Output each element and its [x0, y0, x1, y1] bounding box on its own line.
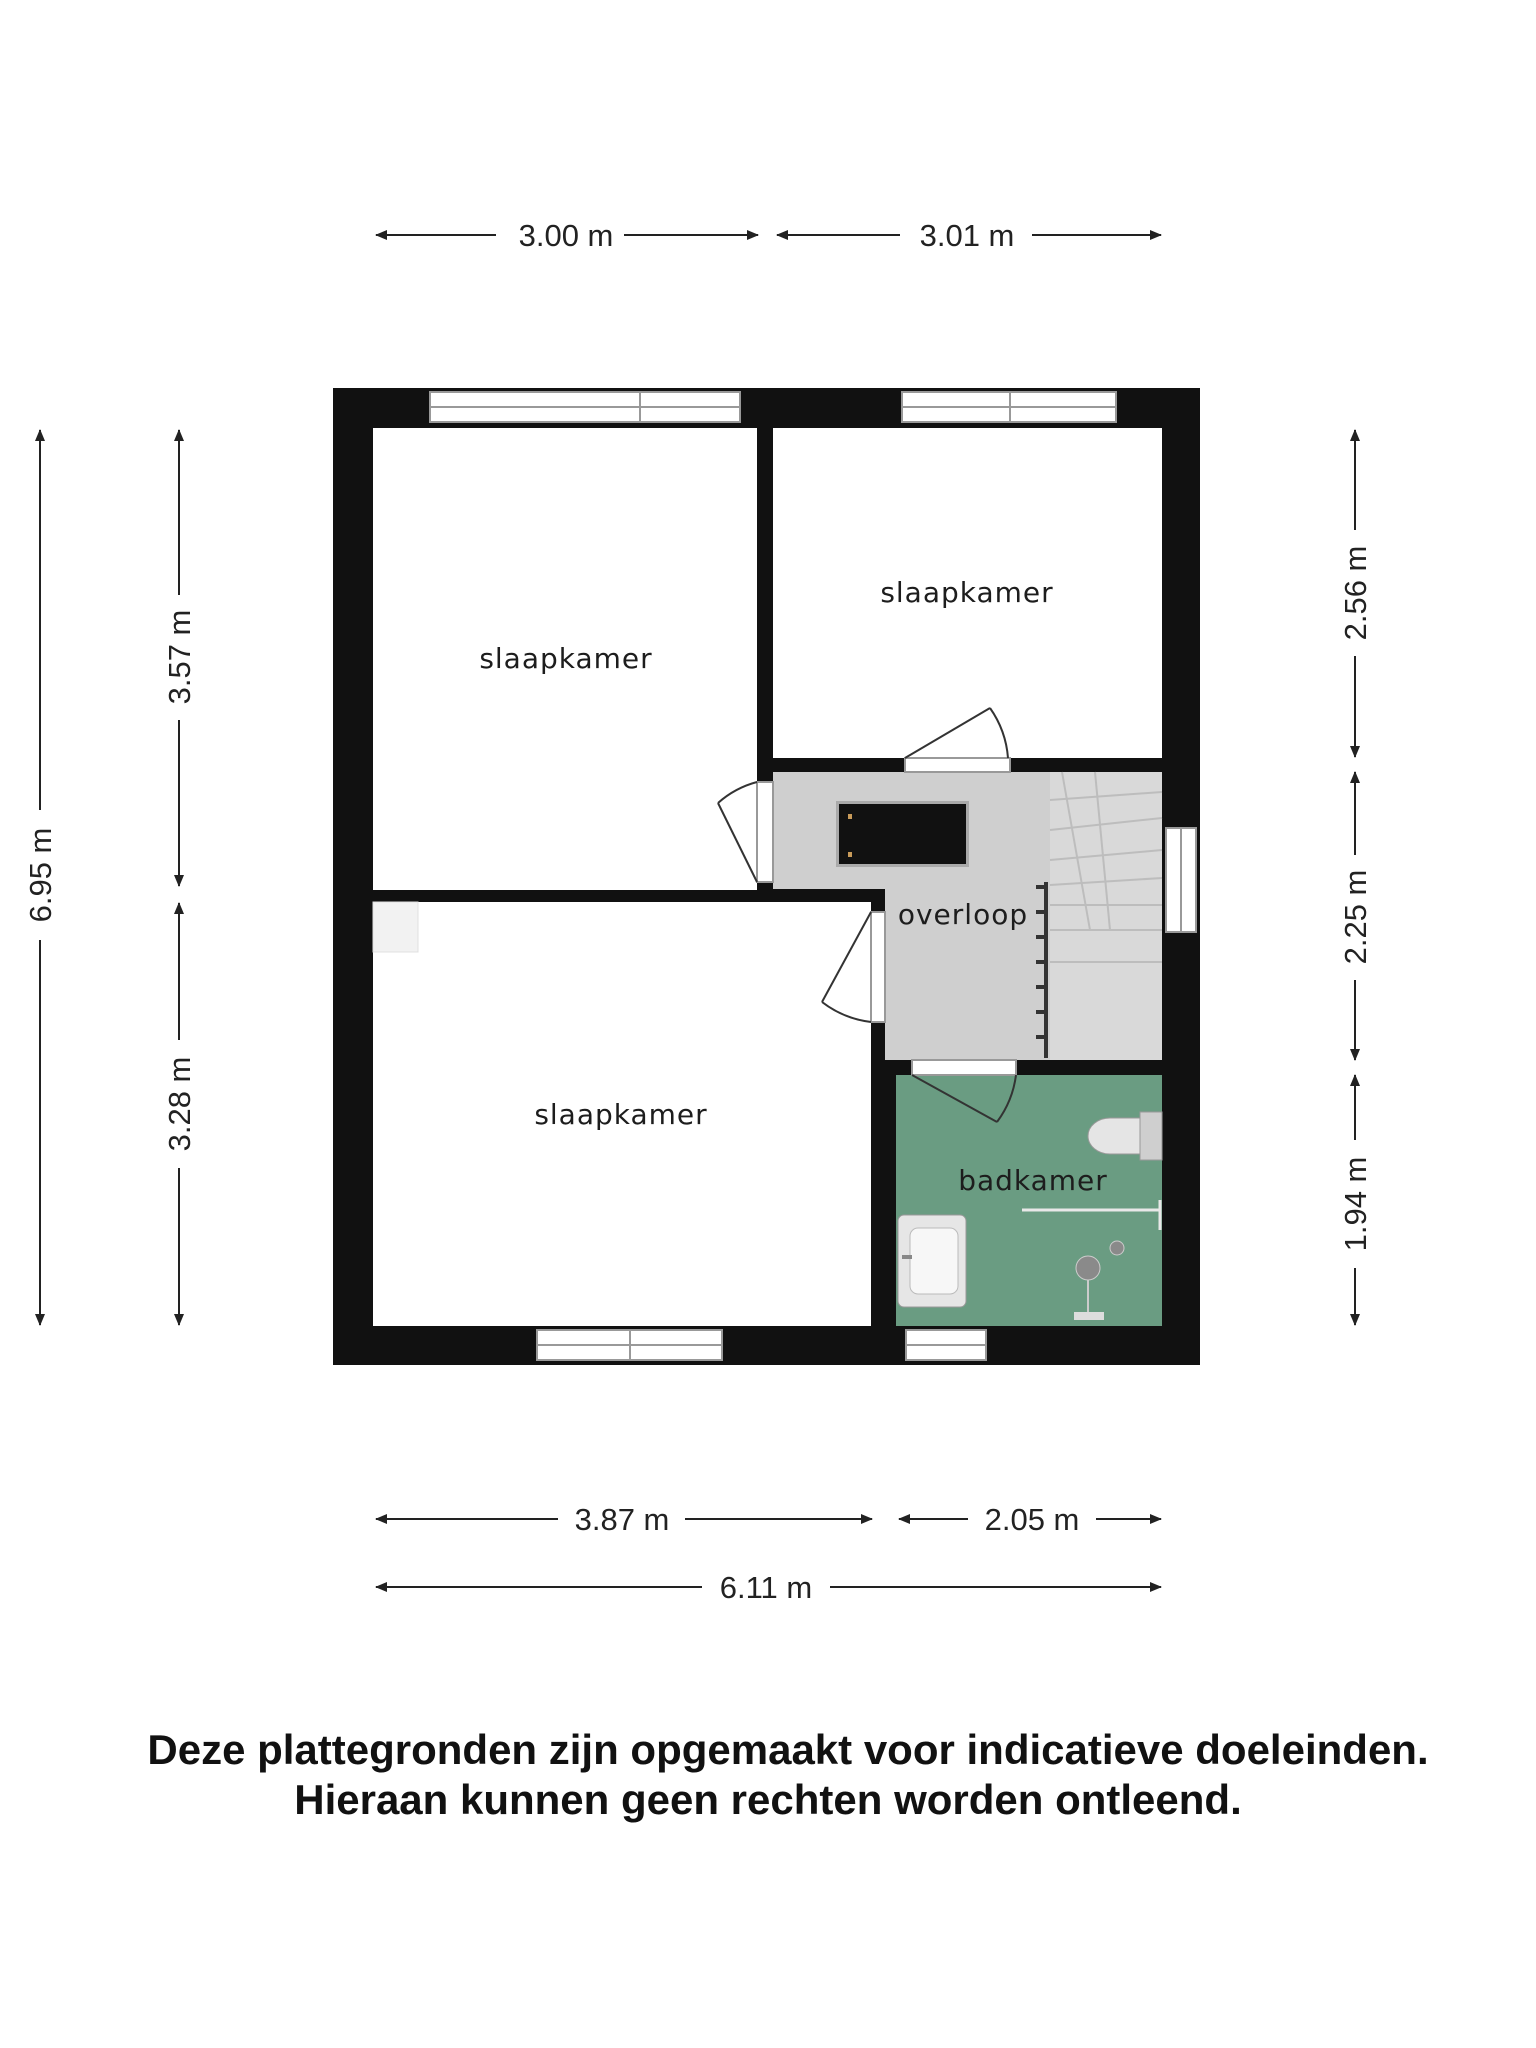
dim-top-right: 3.01 m [919, 218, 1015, 253]
dim-left-upper: 3.57 m [162, 609, 197, 705]
chimney-block [373, 902, 418, 952]
room-label-landing: overloop [897, 898, 1029, 931]
room-label-bedroom-bottom: slaapkamer [534, 1098, 708, 1131]
dim-right-lower: 1.94 m [1338, 1156, 1373, 1252]
dim-left-total: 6.95 m [23, 827, 58, 923]
room-label-bedroom-top-left: slaapkamer [479, 642, 653, 675]
room-label-bathroom: badkamer [958, 1164, 1108, 1197]
dim-bottom-left: 3.87 m [574, 1502, 670, 1537]
attic-hatch [836, 801, 969, 867]
dim-top-left: 3.00 m [518, 218, 614, 253]
dim-right-upper: 2.56 m [1338, 545, 1373, 641]
dim-bottom-total: 6.11 m [719, 1570, 813, 1605]
sink-icon [898, 1215, 966, 1307]
staircase [1050, 772, 1162, 1060]
disclaimer-line-1: Deze plattegronden zijn opgemaakt voor indicatieve doeleinden. [147, 1726, 1429, 1773]
dim-bottom-right: 2.05 m [984, 1502, 1080, 1537]
dim-right-middle: 2.25 m [1338, 869, 1373, 965]
disclaimer-line-2: Hieraan kunnen geen rechten worden ontleend. [294, 1776, 1242, 1823]
room-label-bedroom-top-right: slaapkamer [880, 576, 1054, 609]
dim-left-lower: 3.28 m [162, 1056, 197, 1152]
